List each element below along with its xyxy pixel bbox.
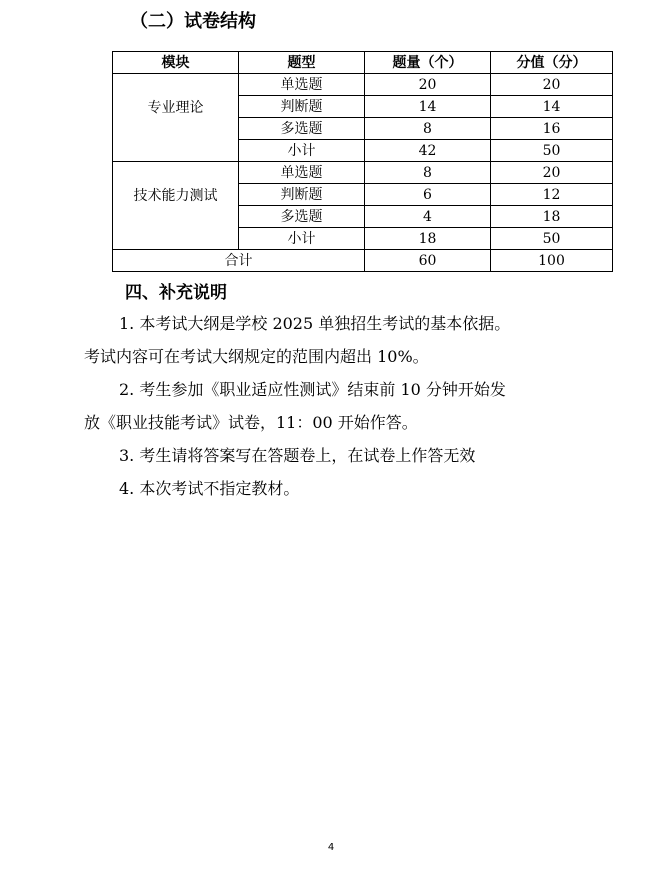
module-name: 技术能力测试 <box>113 162 239 250</box>
header-question-type: 题型 <box>239 52 365 74</box>
module-name: 专业理论 <box>113 74 239 162</box>
question-type: 多选题 <box>239 118 365 140</box>
table-row <box>113 74 613 96</box>
table-row-total <box>113 250 613 272</box>
question-score: 18 <box>491 206 613 228</box>
question-score: 16 <box>491 118 613 140</box>
question-count: 6 <box>365 184 491 206</box>
note-2-line-2: 放《职业技能考试》试卷，11：00 开始作答。 <box>84 413 418 432</box>
question-type: 判断题 <box>239 184 365 206</box>
note-3: 3. 考生请将答案写在答题卷上，在试卷上作答无效 <box>119 446 476 465</box>
page-number: 4 <box>327 842 335 853</box>
table-header-row <box>113 52 613 74</box>
section-title-exam-structure: （二）试卷结构 <box>130 11 256 32</box>
question-count: 8 <box>365 162 491 184</box>
question-type: 单选题 <box>239 162 365 184</box>
total-label: 合计 <box>113 250 365 272</box>
total-score: 100 <box>491 250 613 272</box>
question-score: 20 <box>491 74 613 96</box>
question-type: 多选题 <box>239 206 365 228</box>
question-count: 4 <box>365 206 491 228</box>
question-count: 18 <box>365 228 491 250</box>
question-count: 42 <box>365 140 491 162</box>
question-score: 12 <box>491 184 613 206</box>
question-type: 判断题 <box>239 96 365 118</box>
exam-structure-table <box>112 51 613 272</box>
question-count: 20 <box>365 74 491 96</box>
question-score: 50 <box>491 228 613 250</box>
question-count: 8 <box>365 118 491 140</box>
note-1-line-2: 考试内容可在考试大纲规定的范围内超出 10%。 <box>84 347 429 366</box>
question-type: 小计 <box>239 140 365 162</box>
section-title-supplementary-notes: 四、补充说明 <box>125 283 227 303</box>
header-module: 模块 <box>113 52 239 74</box>
header-question-count: 题量（个） <box>365 52 491 74</box>
total-count: 60 <box>365 250 491 272</box>
note-2-line-1: 2. 考生参加《职业适应性测试》结束前 10 分钟开始发 <box>119 380 506 399</box>
question-score: 20 <box>491 162 613 184</box>
note-1-line-1: 1. 本考试大纲是学校 2025 单独招生考试的基本依据。 <box>119 314 511 333</box>
question-type: 小计 <box>239 228 365 250</box>
table-row <box>113 162 613 184</box>
question-type: 单选题 <box>239 74 365 96</box>
header-score: 分值（分） <box>491 52 613 74</box>
question-score: 50 <box>491 140 613 162</box>
question-score: 14 <box>491 96 613 118</box>
question-count: 14 <box>365 96 491 118</box>
note-4: 4. 本次考试不指定教材。 <box>119 479 300 498</box>
